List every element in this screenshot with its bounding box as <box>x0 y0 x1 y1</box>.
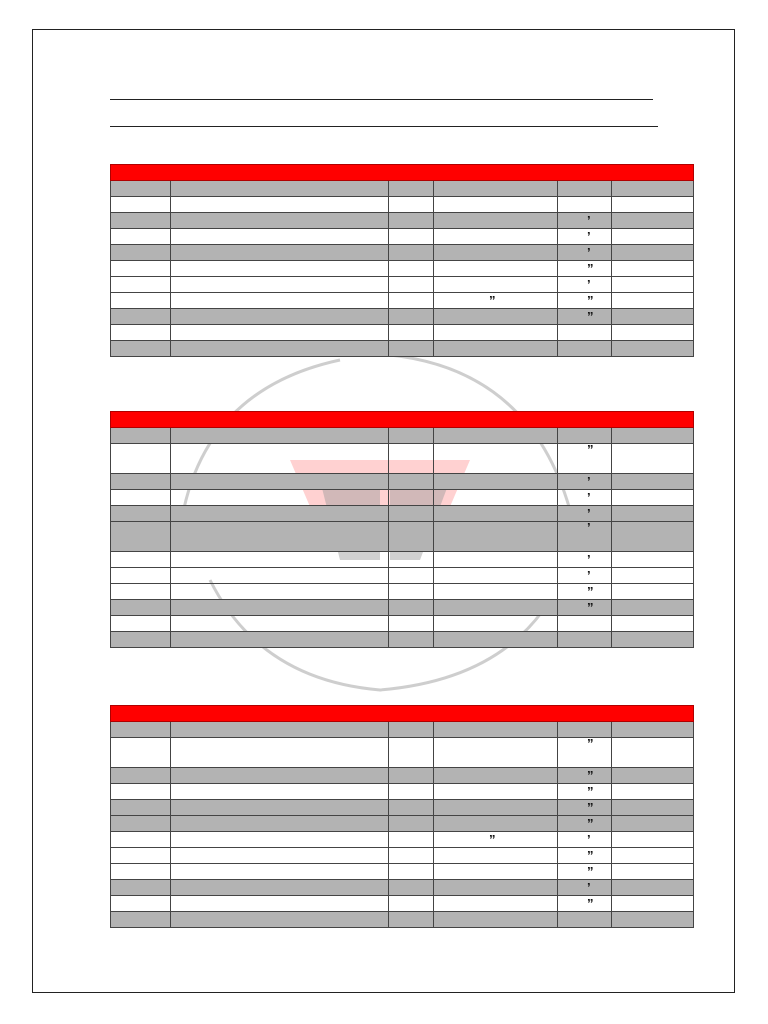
table-cell <box>434 474 558 490</box>
table-cell <box>389 309 434 325</box>
table-cell <box>612 738 694 768</box>
table-cell <box>171 896 389 912</box>
table-cell <box>558 325 612 341</box>
table-cell: ’ <box>558 474 612 490</box>
table-cell <box>389 197 434 213</box>
table-row <box>111 444 694 474</box>
table-cell <box>171 444 389 474</box>
table-cell <box>111 800 171 816</box>
table-cell <box>111 181 171 197</box>
table-cell <box>434 768 558 784</box>
table-cell <box>434 245 558 261</box>
table-cell <box>389 800 434 816</box>
table-cell <box>171 428 389 444</box>
table-cell: ’ <box>558 880 612 896</box>
table-cell <box>171 197 389 213</box>
table-cell <box>389 213 434 229</box>
table-cell <box>389 261 434 277</box>
table-cell <box>558 722 612 738</box>
table-cell <box>171 522 389 552</box>
table-cell <box>389 768 434 784</box>
table-cell <box>111 245 171 261</box>
table-cell <box>171 213 389 229</box>
table-cell: ’ <box>558 552 612 568</box>
table-cell <box>171 632 389 648</box>
table-cell <box>111 197 171 213</box>
table-cell <box>434 341 558 357</box>
table-row <box>111 816 694 832</box>
table-row <box>111 768 694 784</box>
table-cell <box>612 428 694 444</box>
table-cell: ” <box>558 896 612 912</box>
table-cell <box>111 784 171 800</box>
table-row <box>111 245 694 261</box>
table-cell: ’ <box>558 490 612 506</box>
table-cell <box>434 490 558 506</box>
table-cell <box>171 341 389 357</box>
table-cell <box>389 341 434 357</box>
table-cell: ” <box>558 800 612 816</box>
header-rule-top <box>110 99 653 100</box>
table-cell <box>612 261 694 277</box>
table-cell: ” <box>434 832 558 848</box>
table-cell <box>171 245 389 261</box>
table-cell: ” <box>558 261 612 277</box>
table-cell <box>389 896 434 912</box>
table-cell <box>111 552 171 568</box>
table-body <box>111 722 694 928</box>
table-row <box>111 784 694 800</box>
table-cell <box>389 632 434 648</box>
header-rule-bottom <box>110 126 658 127</box>
table-cell <box>612 506 694 522</box>
table-cell <box>111 213 171 229</box>
table-cell <box>434 800 558 816</box>
table-row <box>111 800 694 816</box>
table-cell <box>434 568 558 584</box>
table-cell <box>111 912 171 928</box>
table-cell <box>171 277 389 293</box>
table-row <box>111 864 694 880</box>
table-cell <box>389 552 434 568</box>
table-cell: ” <box>558 848 612 864</box>
table-row <box>111 552 694 568</box>
table-cell <box>612 864 694 880</box>
table-cell <box>434 552 558 568</box>
table-cell <box>171 293 389 309</box>
table-cell: ” <box>558 600 612 616</box>
table-row <box>111 848 694 864</box>
table-row <box>111 632 694 648</box>
table-row <box>111 277 694 293</box>
table-cell: ” <box>558 584 612 600</box>
table-row <box>111 522 694 552</box>
table-cell <box>111 293 171 309</box>
table-cell <box>171 584 389 600</box>
table-cell <box>111 522 171 552</box>
table-cell <box>612 800 694 816</box>
table-cell <box>612 341 694 357</box>
table-cell <box>111 309 171 325</box>
table-cell <box>612 444 694 474</box>
table-cell <box>389 506 434 522</box>
table-row <box>111 600 694 616</box>
table-cell: ’ <box>558 568 612 584</box>
table-cell <box>612 181 694 197</box>
table-cell <box>171 616 389 632</box>
table-cell <box>389 428 434 444</box>
table-cell <box>111 428 171 444</box>
table-cell <box>612 197 694 213</box>
table-cell <box>111 506 171 522</box>
table-cell <box>558 341 612 357</box>
table-cell <box>612 816 694 832</box>
table-cell: ” <box>558 864 612 880</box>
table-cell <box>434 896 558 912</box>
table-cell: ” <box>558 293 612 309</box>
table-cell <box>434 309 558 325</box>
table-cell <box>389 880 434 896</box>
table-cell <box>171 506 389 522</box>
table-cell: ” <box>558 309 612 325</box>
table-cell <box>111 864 171 880</box>
table-cell <box>434 444 558 474</box>
table-row <box>111 213 694 229</box>
table-cell <box>434 848 558 864</box>
table-cell <box>389 474 434 490</box>
table-2 <box>110 411 694 648</box>
table-cell <box>434 584 558 600</box>
table-cell <box>612 293 694 309</box>
table-row <box>111 293 694 309</box>
table-1 <box>110 164 694 357</box>
table-cell: ” <box>558 738 612 768</box>
table-cell <box>389 600 434 616</box>
table-cell <box>171 229 389 245</box>
table-row <box>111 506 694 522</box>
table-cell <box>558 197 612 213</box>
table-cell <box>612 896 694 912</box>
table-cell <box>171 490 389 506</box>
table-row <box>111 229 694 245</box>
table-cell <box>434 864 558 880</box>
table-cell <box>612 600 694 616</box>
table-cell <box>612 245 694 261</box>
table-cell <box>612 474 694 490</box>
table-cell <box>171 738 389 768</box>
table-row <box>111 309 694 325</box>
table-row <box>111 880 694 896</box>
table-row <box>111 722 694 738</box>
table-row <box>111 584 694 600</box>
table-cell <box>111 616 171 632</box>
table-cell <box>171 181 389 197</box>
table-cell: ’ <box>558 229 612 245</box>
table-cell <box>612 229 694 245</box>
table-cell <box>111 768 171 784</box>
table-header-bar <box>111 165 694 181</box>
table-cell <box>434 261 558 277</box>
table-cell <box>612 277 694 293</box>
table-cell <box>612 325 694 341</box>
table-cell <box>389 738 434 768</box>
table-cell <box>111 816 171 832</box>
table-cell <box>434 784 558 800</box>
table-cell <box>389 816 434 832</box>
table-cell <box>111 880 171 896</box>
table-cell <box>558 428 612 444</box>
table-row <box>111 474 694 490</box>
table-cell <box>434 522 558 552</box>
table-cell: ’ <box>558 213 612 229</box>
table-cell: ’ <box>558 277 612 293</box>
table-cell <box>434 600 558 616</box>
table-cell <box>612 309 694 325</box>
table-cell <box>612 552 694 568</box>
table-cell: ” <box>434 293 558 309</box>
table-cell <box>111 632 171 648</box>
table-cell <box>434 428 558 444</box>
table-cell <box>612 832 694 848</box>
table-cell <box>111 584 171 600</box>
table-row <box>111 896 694 912</box>
table-cell <box>389 277 434 293</box>
table-cell <box>171 800 389 816</box>
table-cell <box>111 568 171 584</box>
table-cell <box>612 584 694 600</box>
table-row <box>111 341 694 357</box>
table-cell <box>171 261 389 277</box>
table-row <box>111 832 694 848</box>
table-cell <box>434 277 558 293</box>
table-cell <box>111 325 171 341</box>
table-cell <box>171 816 389 832</box>
table-cell <box>558 912 612 928</box>
table-cell <box>434 229 558 245</box>
table-cell <box>171 474 389 490</box>
table-row <box>111 912 694 928</box>
table-cell: ” <box>558 768 612 784</box>
table-cell <box>389 522 434 552</box>
table-row <box>111 261 694 277</box>
table-cell <box>612 568 694 584</box>
table-row <box>111 181 694 197</box>
table-cell <box>111 341 171 357</box>
table-cell <box>111 277 171 293</box>
table-cell <box>171 568 389 584</box>
table-cell <box>434 197 558 213</box>
table-cell <box>612 912 694 928</box>
table-row <box>111 197 694 213</box>
table-cell <box>434 213 558 229</box>
table-cell <box>111 444 171 474</box>
table-cell <box>111 896 171 912</box>
table-row <box>111 490 694 506</box>
table-body <box>111 181 694 357</box>
table-cell <box>558 181 612 197</box>
table-cell <box>558 616 612 632</box>
table-cell <box>171 848 389 864</box>
table-cell <box>389 293 434 309</box>
table-cell <box>389 848 434 864</box>
table-cell <box>171 768 389 784</box>
table-cell <box>171 309 389 325</box>
table-cell <box>171 864 389 880</box>
table-cell <box>612 784 694 800</box>
table-cell <box>389 181 434 197</box>
table-cell <box>171 552 389 568</box>
table-cell <box>389 784 434 800</box>
table-cell <box>171 912 389 928</box>
table-row <box>111 325 694 341</box>
table-cell <box>111 722 171 738</box>
table-cell <box>389 722 434 738</box>
table-row <box>111 568 694 584</box>
table-cell <box>389 864 434 880</box>
table-header-bar <box>111 412 694 428</box>
table-cell <box>111 848 171 864</box>
table-cell <box>434 632 558 648</box>
table-cell <box>389 912 434 928</box>
table-cell: ’ <box>558 522 612 552</box>
table-cell <box>171 325 389 341</box>
table-cell <box>171 832 389 848</box>
table-cell: ’ <box>558 832 612 848</box>
table-cell <box>434 181 558 197</box>
table-cell <box>171 784 389 800</box>
table-cell: ” <box>558 444 612 474</box>
table-cell <box>434 722 558 738</box>
table-cell: ” <box>558 816 612 832</box>
table-cell <box>389 616 434 632</box>
table-cell <box>612 632 694 648</box>
table-cell <box>389 229 434 245</box>
table-cell <box>171 880 389 896</box>
table-cell <box>389 444 434 474</box>
table-cell <box>171 600 389 616</box>
table-cell <box>111 474 171 490</box>
table-cell <box>111 229 171 245</box>
table-cell <box>389 584 434 600</box>
table-cell <box>612 880 694 896</box>
table-cell <box>389 832 434 848</box>
table-cell <box>111 832 171 848</box>
table-cell <box>612 722 694 738</box>
table-cell <box>434 506 558 522</box>
table-cell <box>434 816 558 832</box>
table-cell <box>612 490 694 506</box>
table-cell <box>612 616 694 632</box>
table-cell: ’ <box>558 245 612 261</box>
table-cell <box>434 738 558 768</box>
table-header-bar <box>111 706 694 722</box>
table-cell <box>558 632 612 648</box>
table-cell <box>434 616 558 632</box>
table-cell <box>389 568 434 584</box>
table-cell <box>434 880 558 896</box>
table-row <box>111 738 694 768</box>
table-cell <box>612 522 694 552</box>
table-cell <box>389 490 434 506</box>
table-cell <box>612 768 694 784</box>
table-3 <box>110 705 694 928</box>
table-body <box>111 428 694 648</box>
table-cell <box>612 848 694 864</box>
table-cell <box>389 325 434 341</box>
table-cell: ’ <box>558 506 612 522</box>
table-row <box>111 428 694 444</box>
table-cell <box>111 261 171 277</box>
table-cell <box>111 738 171 768</box>
table-cell <box>434 912 558 928</box>
table-cell <box>612 213 694 229</box>
table-cell <box>434 325 558 341</box>
table-row <box>111 616 694 632</box>
table-cell <box>111 490 171 506</box>
table-cell: ” <box>558 784 612 800</box>
table-cell <box>389 245 434 261</box>
table-cell <box>111 600 171 616</box>
table-cell <box>171 722 389 738</box>
